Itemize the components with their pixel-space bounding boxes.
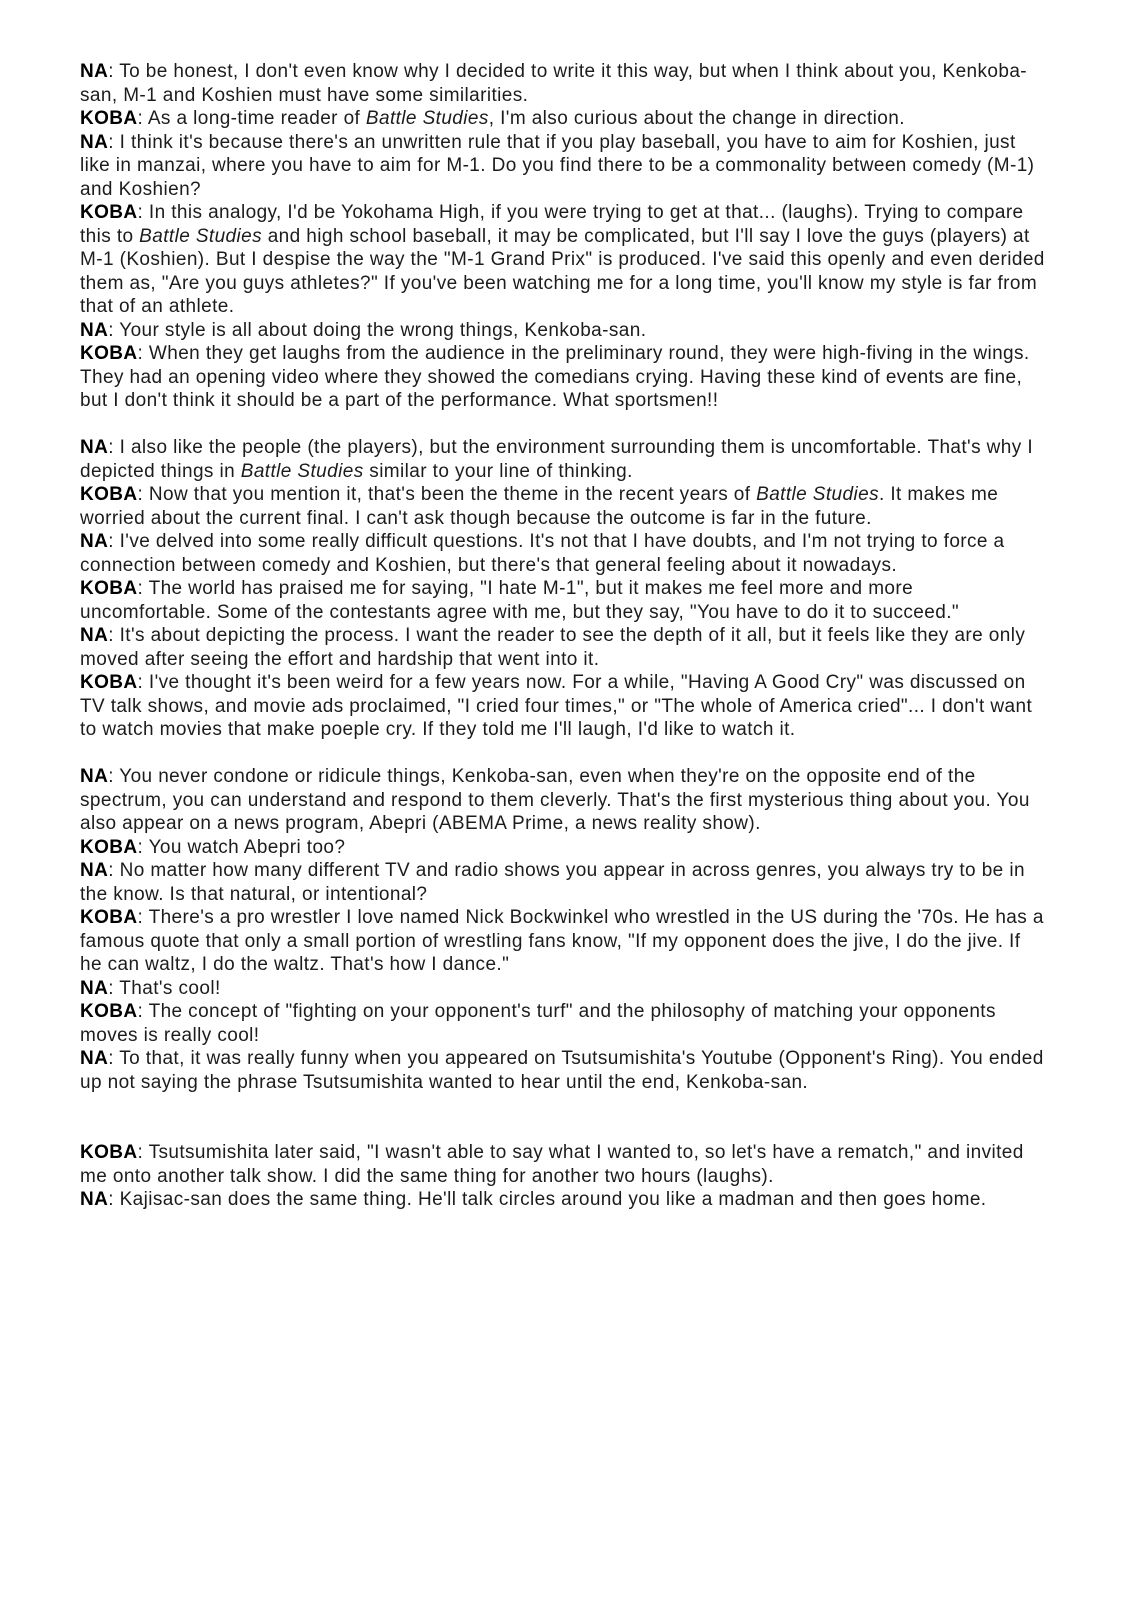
dialogue-paragraph: NA: It's about depicting the process. I want the reader to see the depth of it all, but it feels like they are only moved after seeing the effort and hardship that went into it. — [80, 625, 1026, 670]
dialogue-text: In this analogy, I'd be Yokohama High, if you were trying to get at that... (laughs). Trying to compare this to — [80, 202, 1024, 247]
speaker-label: NA — [80, 319, 109, 341]
dialogue-text: . It makes me worried about the current final. I can't ask though because the outcome is far in the future. — [80, 484, 999, 529]
speaker-label: KOBA — [80, 672, 138, 693]
speaker-label: NA — [80, 977, 109, 999]
dialogue-text: There's a pro wrestler I love named Nick Bockwinkel who wrestled in the US during the '70s. He has a famous quote that only a small portion of wrestling fans know, "If my opponent does the jive, I do the jive. If he can waltz, I do the waltz. That's how I dance." — [80, 907, 1044, 975]
book-title: Battle Studies — [139, 225, 263, 247]
dialogue-text: To be honest, I don't even know why I decided to write it this way, but when I think about you, Kenkoba-san, M-1 and Koshien must have some similarities. — [80, 61, 1028, 106]
dialogue-text: The world has praised me for saying, "I hate M-1", but it makes me feel more and more uncomfortable. Some of the contestants agree with me, but they say, "You have to do it to succeed." — [80, 578, 960, 623]
speaker-label: KOBA — [80, 578, 138, 599]
speaker-label: NA — [80, 131, 109, 153]
speaker-label: NA — [80, 61, 109, 82]
dialogue-text: When they get laughs from the audience in the preliminary round, they were high-fiving in the wings. They had an opening video where they showed the comedians crying. Having these kind of events are fine, but I don't think it should be a part of the performance. What sportsmen!! — [80, 343, 1030, 411]
interview-transcript — [80, 60, 1048, 1212]
book-title: Battle Studies — [756, 484, 879, 505]
dialogue-text: The concept of "fighting on your opponent's turf" and the philosophy of matching your opponents moves is really cool! — [80, 1001, 996, 1046]
dialogue-paragraph: NA: Your style is all about doing the wrong things, Kenkoba-san. — [80, 319, 647, 341]
dialogue-paragraph: KOBA: As a long-time reader of Battle Studies, I'm also curious about the change in direction. — [80, 108, 905, 129]
dialogue-paragraph: NA: I also like the people (the players), but the environment surrounding them is uncomfortable. That's why I depicted things in Battle Studies similar to your line of thinking. — [80, 437, 1034, 482]
speaker-label: NA — [80, 531, 109, 552]
dialogue-text: similar to your line of thinking. — [363, 460, 633, 482]
dialogue-text: Tsutsumishita later said, "I wasn't able to say what I wanted to, so let's have a rematch," and invited me onto another talk show. I did the same thing for another two hours (laughs). — [80, 1142, 1024, 1187]
dialogue-text: That's cool! — [119, 977, 221, 999]
speaker-label: KOBA — [80, 907, 138, 928]
dialogue-text: You never condone or ridicule things, Kenkoba-san, even when they're on the opposite end of the spectrum, you can understand and respond to them cleverly. That's the first mysterious thing about you. You also appear on a news program, Abepri (ABEMA Prime, a news reality show). — [80, 766, 1030, 834]
speaker-label: NA — [80, 625, 109, 646]
speaker-label: NA — [80, 1189, 109, 1210]
dialogue-paragraph: KOBA: When they get laughs from the audience in the preliminary round, they were high-fiving in the wings. They had an opening video where they showed the comedians crying. Having these kind of events are fine, but I don't think it should be a part of the performance. What sportsmen!! — [80, 343, 1030, 411]
dialogue-paragraph: KOBA: The world has praised me for saying, "I hate M-1", but it makes me feel more and more uncomfortable. Some of the contestants agree with me, but they say, "You have to do it to succeed." — [80, 578, 960, 623]
speaker-label: KOBA — [80, 108, 138, 129]
dialogue-text: I've thought it's been weird for a few years now. For a while, "Having A Good Cry" was discussed on TV talk shows, and movie ads proclaimed, "I cried four times," or "The whole of America cried"... I don't want to watch movies that make poeple cry. If they told me I'll laugh, I'd like to watch it. — [80, 672, 1033, 740]
dialogue-paragraph: NA: I think it's because there's an unwritten rule that if you play baseball, you have to aim for Koshien, just like in manzai, where you have to aim for M-1. Do you find there to be a commonality between comedy (M-1) and Koshien? — [80, 131, 1035, 200]
speaker-label: NA — [80, 766, 109, 787]
speaker-label: KOBA — [80, 1142, 138, 1163]
speaker-label: KOBA — [80, 202, 138, 223]
dialogue-paragraph: KOBA: Now that you mention it, that's been the theme in the recent years of Battle Studies. It makes me worried about the current final. I can't ask though because the outcome is far in the future. — [80, 484, 999, 529]
speaker-label: KOBA — [80, 343, 138, 364]
speaker-label: NA — [80, 437, 109, 458]
speaker-label: NA — [80, 860, 109, 881]
book-title: Battle Studies — [240, 460, 364, 482]
dialogue-text: No matter how many different TV and radio shows you appear in across genres, you always try to be in the know. Is that natural, or intentional? — [80, 860, 1025, 905]
dialogue-text: As a long-time reader of — [147, 108, 366, 129]
dialogue-paragraph: KOBA: The concept of "fighting on your opponent's turf" and the philosophy of matching your opponents moves is really cool! — [80, 1001, 996, 1046]
dialogue-text: To that, it was really funny when you appeared on Tsutsumishita's Youtube (Opponent's Ring). You ended up not saying the phrase Tsutsumishita wanted to hear until the end, Kenkoba-san. — [80, 1048, 1044, 1093]
speaker-label: KOBA — [80, 484, 138, 505]
speaker-label: KOBA — [80, 836, 138, 858]
dialogue-text: Now that you mention it, that's been the theme in the recent years of — [148, 484, 757, 505]
speaker-label: NA — [80, 1048, 109, 1069]
dialogue-text: Kajisac-san does the same thing. He'll talk circles around you like a madman and then goes home. — [119, 1189, 987, 1210]
dialogue-paragraph: NA: That's cool! — [80, 977, 221, 999]
dialogue-paragraph: NA: Kajisac-san does the same thing. He'll talk circles around you like a madman and then goes home. — [80, 1189, 987, 1210]
dialogue-text: I think it's because there's an unwritten rule that if you play baseball, you have to aim for Koshien, just like in manzai, where you have to aim for M-1. Do you find there to be a commonality between comedy (M-1) and Koshien? — [80, 131, 1035, 200]
dialogue-paragraph: NA: I've delved into some really difficult questions. It's not that I have doubts, and I'm not trying to force a connection between comedy and Koshien, but there's that general feeling about it nowadays. — [80, 531, 1005, 576]
dialogue-text: and high school baseball, it may be complicated, but I'll say I love the guys (players) at M-1 (Koshien). But I despise the way the "M-1 Grand Prix" is produced. I've said this openly and even derided them as, "Are you guys athletes?" If you've been watching me for a long time, you'll know my style is far from that of an athlete. — [80, 225, 1045, 317]
book-title: Battle Studies — [365, 108, 489, 129]
dialogue-paragraph: NA: To that, it was really funny when you appeared on Tsutsumishita's Youtube (Opponent's Ring). You ended up not saying the phrase Tsutsumishita wanted to hear until the end, Kenkoba-san. — [80, 1048, 1044, 1093]
dialogue-paragraph: KOBA: In this analogy, I'd be Yokohama High, if you were trying to get at that... (laughs). Trying to compare this to Battle Studies and high school baseball, it may be complicated, but I'll say I love the guys (players) at M-1 (Koshien). But I despise the way the "M-1 Grand Prix" is produced. I've said this openly and even derided them as, "Are you guys athletes?" If you've been watching me for a long time, you'll know my style is far from that of an athlete. — [80, 202, 1045, 317]
speaker-label: KOBA — [80, 1001, 138, 1022]
dialogue-text: You watch Abepri too? — [148, 836, 346, 858]
dialogue-paragraph: KOBA: Tsutsumishita later said, "I wasn't able to say what I wanted to, so let's have a rematch," and invited me onto another talk show. I did the same thing for another two hours (laughs). — [80, 1142, 1024, 1187]
dialogue-text: I also like the people (the players), but the environment surrounding them is uncomfortable. That's why I depicted things in — [80, 437, 1034, 482]
dialogue-text: I've delved into some really difficult questions. It's not that I have doubts, and I'm not trying to force a connection between comedy and Koshien, but there's that general feeling about it nowadays. — [80, 531, 1005, 576]
dialogue-paragraph: NA: You never condone or ridicule things, Kenkoba-san, even when they're on the opposite end of the spectrum, you can understand and respond to them cleverly. That's the first mysterious thing about you. You also appear on a news program, Abepri (ABEMA Prime, a news reality show). — [80, 766, 1030, 834]
dialogue-text: It's about depicting the process. I want the reader to see the depth of it all, but it feels like they are only moved after seeing the effort and hardship that went into it. — [80, 625, 1026, 670]
dialogue-text: , I'm also curious about the change in direction. — [488, 108, 905, 129]
dialogue-paragraph: KOBA: You watch Abepri too? — [80, 836, 346, 858]
dialogue-paragraph: NA: To be honest, I don't even know why I decided to write it this way, but when I think about you, Kenkoba-san, M-1 and Koshien must have some similarities. — [80, 61, 1028, 106]
dialogue-paragraph: NA: No matter how many different TV and radio shows you appear in across genres, you always try to be in the know. Is that natural, or intentional? — [80, 860, 1025, 905]
dialogue-paragraph: KOBA: I've thought it's been weird for a few years now. For a while, "Having A Good Cry" was discussed on TV talk shows, and movie ads proclaimed, "I cried four times," or "The whole of America cried"... I don't want to watch movies that make poeple cry. If they told me I'll laugh, I'd like to watch it. — [80, 672, 1033, 740]
dialogue-text: Your style is all about doing the wrong things, Kenkoba-san. — [119, 319, 647, 341]
dialogue-paragraph: KOBA: There's a pro wrestler I love named Nick Bockwinkel who wrestled in the US during the '70s. He has a famous quote that only a small portion of wrestling fans know, "If my opponent does the jive, I do the jive. If he can waltz, I do the waltz. That's how I dance." — [80, 907, 1044, 975]
